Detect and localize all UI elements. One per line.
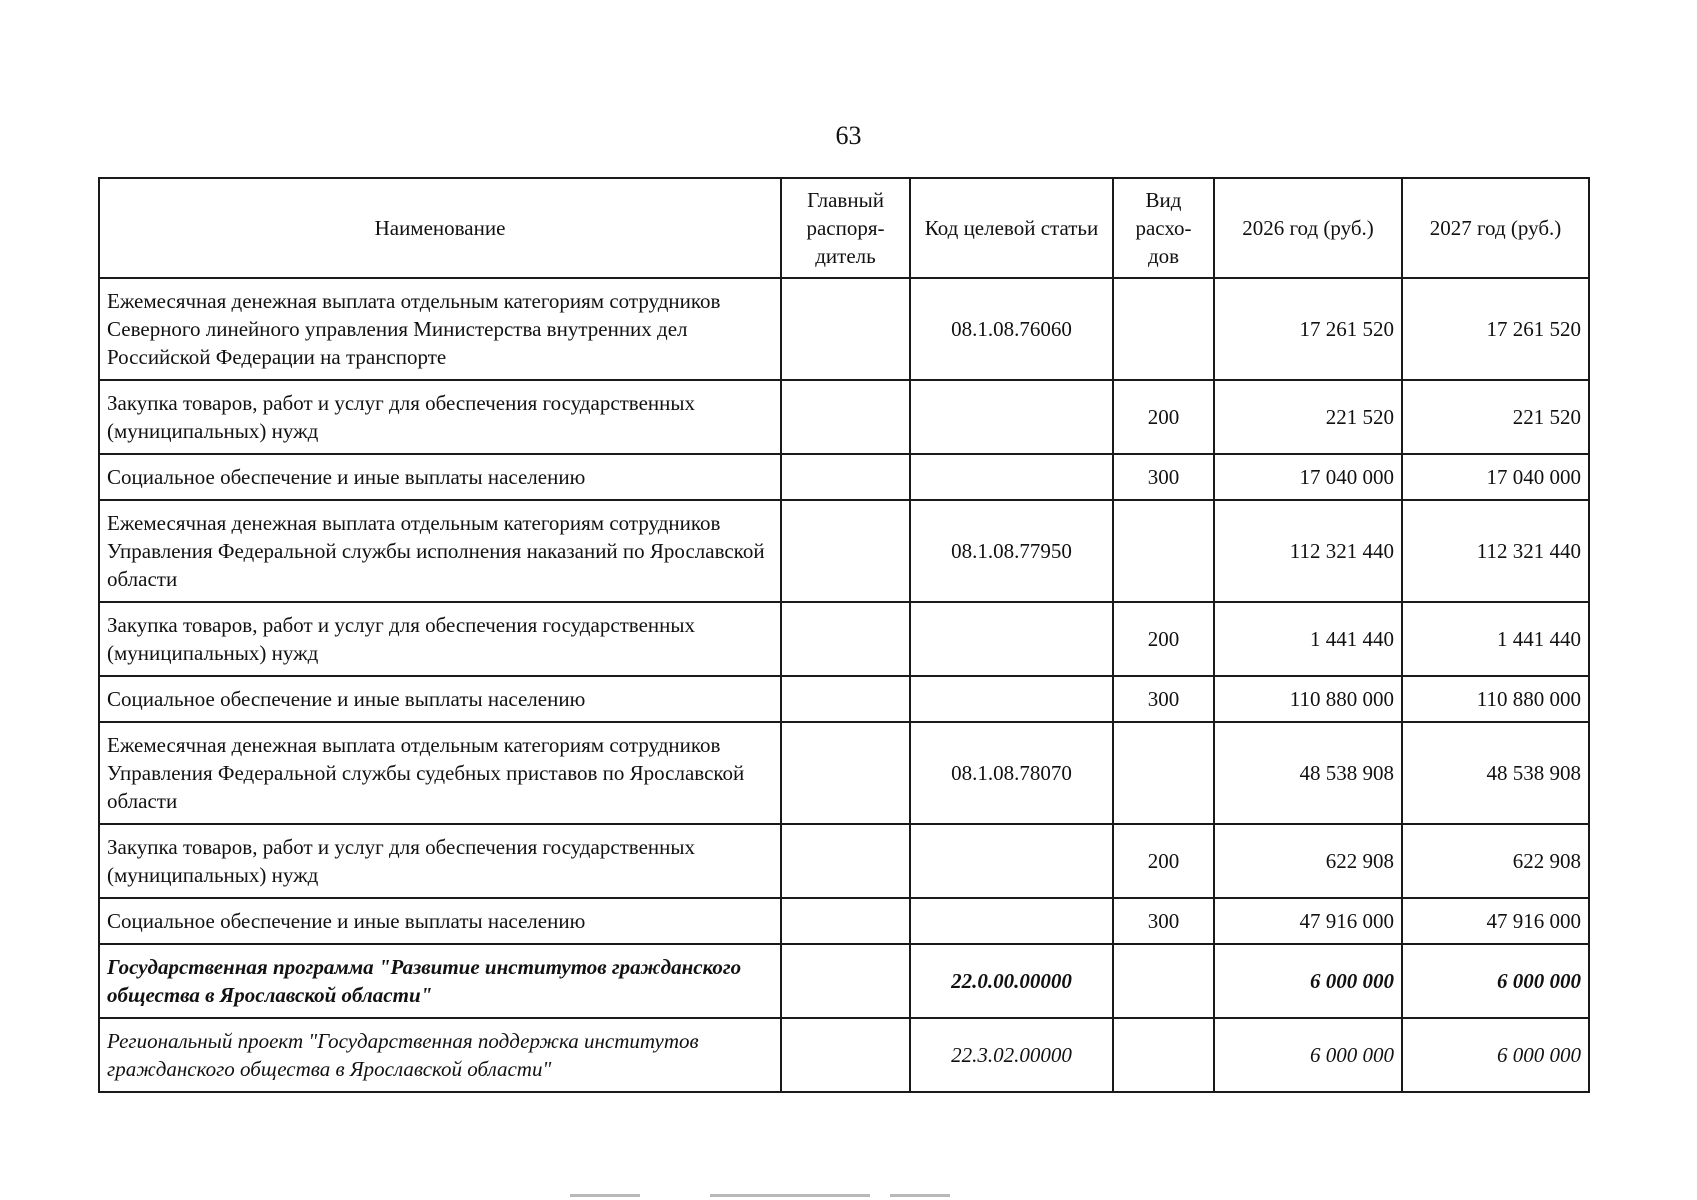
- scan-mark: [890, 1194, 950, 1197]
- row-type: [1113, 944, 1214, 1018]
- row-admin: [781, 1018, 910, 1092]
- row-name: Закупка товаров, работ и услуг для обеспечения государственных (муниципальных) нужд: [99, 380, 781, 454]
- row-2027: 17 261 520: [1402, 278, 1589, 380]
- table-row-program: [99, 944, 1589, 1018]
- row-name: Закупка товаров, работ и услуг для обеспечения государственных (муниципальных) нужд: [99, 602, 781, 676]
- scan-mark: [570, 1194, 640, 1197]
- header-2027: 2027 год (руб.): [1402, 178, 1589, 278]
- row-2027: 112 321 440: [1402, 500, 1589, 602]
- table-row: [99, 898, 1589, 944]
- row-code: [910, 454, 1113, 500]
- scan-artifact-marks: [570, 1190, 960, 1200]
- table-row: [99, 500, 1589, 602]
- row-code: [910, 676, 1113, 722]
- row-code: [910, 824, 1113, 898]
- row-admin: [781, 824, 910, 898]
- row-code: 08.1.08.78070: [910, 722, 1113, 824]
- row-admin: [781, 602, 910, 676]
- row-type: 300: [1113, 676, 1214, 722]
- row-admin: [781, 278, 910, 380]
- row-admin: [781, 898, 910, 944]
- row-name: Региональный проект "Государственная поддержка институтов гражданского общества в Ярославской области": [99, 1018, 781, 1092]
- row-type: 200: [1113, 380, 1214, 454]
- header-name: Наименование: [99, 178, 781, 278]
- row-type: 300: [1113, 454, 1214, 500]
- row-2027: 6 000 000: [1402, 1018, 1589, 1092]
- row-name: Ежемесячная денежная выплата отдельным категориям сотрудников Управления Федеральной службы исполнения наказаний по Ярославской области: [99, 500, 781, 602]
- row-type: 200: [1113, 602, 1214, 676]
- header-admin: Главный распоря-дитель: [781, 178, 910, 278]
- row-2026: 221 520: [1214, 380, 1402, 454]
- row-admin: [781, 676, 910, 722]
- table-row: [99, 676, 1589, 722]
- row-code: 08.1.08.77950: [910, 500, 1113, 602]
- row-code: [910, 898, 1113, 944]
- row-2026: 6 000 000: [1214, 944, 1402, 1018]
- row-name: Ежемесячная денежная выплата отдельным категориям сотрудников Северного линейного управления Министерства внутренних дел Российской Федерации на транспорте: [99, 278, 781, 380]
- row-code: 22.0.00.00000: [910, 944, 1113, 1018]
- row-2027: 6 000 000: [1402, 944, 1589, 1018]
- row-2027: 48 538 908: [1402, 722, 1589, 824]
- row-2026: 110 880 000: [1214, 676, 1402, 722]
- row-2027: 622 908: [1402, 824, 1589, 898]
- table-row: [99, 454, 1589, 500]
- row-2026: 622 908: [1214, 824, 1402, 898]
- row-admin: [781, 380, 910, 454]
- budget-table: [98, 177, 1590, 1093]
- table-row: [99, 722, 1589, 824]
- row-type: [1113, 1018, 1214, 1092]
- row-2026: 1 441 440: [1214, 602, 1402, 676]
- row-2027: 110 880 000: [1402, 676, 1589, 722]
- table-header-row: [99, 178, 1589, 278]
- row-name: Социальное обеспечение и иные выплаты населению: [99, 454, 781, 500]
- row-name: Социальное обеспечение и иные выплаты населению: [99, 676, 781, 722]
- row-name: Ежемесячная денежная выплата отдельным категориям сотрудников Управления Федеральной службы судебных приставов по Ярославской области: [99, 722, 781, 824]
- row-2026: 6 000 000: [1214, 1018, 1402, 1092]
- row-code: 22.3.02.00000: [910, 1018, 1113, 1092]
- row-2026: 47 916 000: [1214, 898, 1402, 944]
- header-code: Код целевой статьи: [910, 178, 1113, 278]
- row-code: 08.1.08.76060: [910, 278, 1113, 380]
- row-type: [1113, 722, 1214, 824]
- table-row: [99, 380, 1589, 454]
- row-name: Закупка товаров, работ и услуг для обеспечения государственных (муниципальных) нужд: [99, 824, 781, 898]
- row-2026: 17 040 000: [1214, 454, 1402, 500]
- header-2026: 2026 год (руб.): [1214, 178, 1402, 278]
- table-row: [99, 278, 1589, 380]
- row-name: Государственная программа "Развитие институтов гражданского общества в Ярославской области": [99, 944, 781, 1018]
- row-admin: [781, 722, 910, 824]
- row-type: [1113, 500, 1214, 602]
- row-code: [910, 380, 1113, 454]
- row-2027: 221 520: [1402, 380, 1589, 454]
- page-number: 63: [835, 121, 862, 150]
- table-row: [99, 824, 1589, 898]
- row-name: Социальное обеспечение и иные выплаты населению: [99, 898, 781, 944]
- table-row: [99, 602, 1589, 676]
- table-row-project: [99, 1018, 1589, 1092]
- scan-mark: [710, 1194, 870, 1197]
- row-code: [910, 602, 1113, 676]
- row-2027: 47 916 000: [1402, 898, 1589, 944]
- header-type: Вид расхо-дов: [1113, 178, 1214, 278]
- row-2027: 17 040 000: [1402, 454, 1589, 500]
- row-type: [1113, 278, 1214, 380]
- row-admin: [781, 500, 910, 602]
- row-2027: 1 441 440: [1402, 602, 1589, 676]
- row-2026: 112 321 440: [1214, 500, 1402, 602]
- row-admin: [781, 944, 910, 1018]
- row-2026: 17 261 520: [1214, 278, 1402, 380]
- row-type: 300: [1113, 898, 1214, 944]
- row-admin: [781, 454, 910, 500]
- row-2026: 48 538 908: [1214, 722, 1402, 824]
- row-type: 200: [1113, 824, 1214, 898]
